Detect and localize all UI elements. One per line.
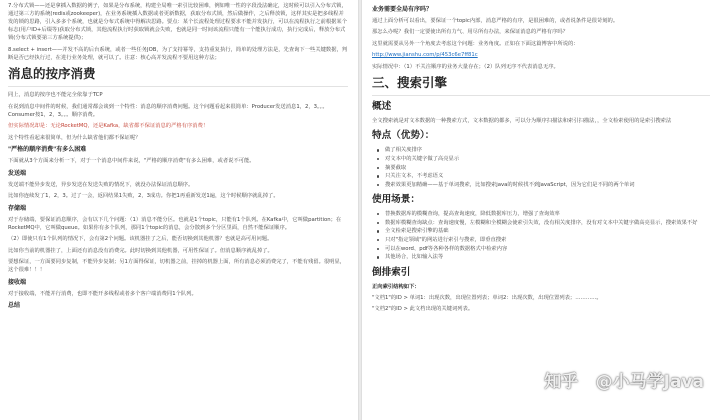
list-item: 对文本中的关键字做了高亮显示 xyxy=(385,155,710,163)
watermark-site: 知乎 xyxy=(544,372,579,392)
paragraph-global-1: 通过上面分析可以看出，要保证一个topic内部，消息严格的有序，是很困难的，或者说条件是很苛刻的。 xyxy=(372,18,619,24)
paragraph-overview: 全文搜索就是对文本数据的一种搜索方式，文本数据的都多，可以分为顺序扫描法和索引扫描法，，全文检索使用的是索引搜索法 xyxy=(372,118,672,125)
paragraph-storage-3: 比如你当前的机器挂了，上面还有消息没有消费完。此时切换到其他机器，可用性保证了。但消息顺序就乱掉了。 xyxy=(8,247,273,254)
paragraph-global-2: 那怎么办呢？我们一定要使出所有力气、用尽所有办法，来保证消息的严格有序吗？ xyxy=(372,29,568,36)
heading-storage: 存储端 xyxy=(8,204,27,212)
list-item: 只关注文本，不考虑语义 xyxy=(385,172,710,180)
paragraph-sender-1: 发送端不能异步发送，异步发送在发送失败的情况下，就没办法保证消息顺序。 xyxy=(8,181,194,188)
watermark-author: @小马学Java xyxy=(595,372,704,392)
heading-divider xyxy=(372,95,710,96)
paragraph-receiver: 对于接收端，不能并行消费，也即不能开多线程或者多个客户端消费同1个队列。 xyxy=(8,290,197,297)
paragraph-sender-2: 比如你连续发了1，2，3。过了一会，返回结果1失败，2，3成功。你把1再重新发送1遍，这个时候顺序就乱掉了。 xyxy=(8,193,279,200)
heading-summary: 总结 xyxy=(8,302,21,310)
heading-receiver: 接收端 xyxy=(8,278,27,286)
list-item: 做了相关度排序 xyxy=(385,146,710,154)
paragraph-global-3: 这里就需要从另外一个角度去考虑这个问题：业务角度。正如在下面这篇博客中所说的： xyxy=(372,40,579,47)
paragraph-forward-index: 正向索引结构如下： xyxy=(372,283,420,290)
list-item: 摘要截取 xyxy=(385,164,710,172)
paragraph-storage-2: （2）即使只有1个队列的情况下，会有第2个问题。该机器挂了之后，能否切换到其他机器？也就是高可用问题。 xyxy=(8,236,273,243)
paragraph-forward-doc1: "文档1"的ID > 单词1：出现次数，出现位置列表；单词2：出现次数，出现位置列表；…………。 xyxy=(372,294,602,301)
paragraph-select-insert: 8.select + insert——并发不高的后台系统，或者一些任务JOB，为了支持幂等，支持重复执行，简单的处理方法是，先查询下一些关键数据，判断是否已经执行过，在进行业务处理，就可以了。注意：核心高并发流程不要用这种方法； xyxy=(8,46,348,61)
features-list xyxy=(372,146,710,189)
blog-link[interactable]: http://www.jianshu.com/p/453c6e7ff81c xyxy=(372,52,478,59)
heading-sender: 发送端 xyxy=(8,169,27,177)
scenarios-list xyxy=(372,210,710,262)
list-item: 替换数据库的模糊查询，提高查询速度，降低数据库压力，增强了查询效率 xyxy=(385,210,710,218)
paragraph-order-3: 但实际情况却是：无论RocketMQ，还是Kafka，缺省都不保证消息的严格有序消费！ xyxy=(8,123,209,130)
list-item: 数据库模糊查询缺点：查询速度慢，左模糊和全模糊会使索引失效，没有相关度排序，没有对文本中关键字做高亮显示，搜索效果不好 xyxy=(385,219,710,227)
paragraph-storage-4: 要想保证，一方面要同步复制，不能异步复制；另1方面得保证，切机器之前，挂掉的机器上面，所有消息必须消费完了，不能有残留。很明显，这个很难！！！ xyxy=(8,259,346,274)
heading-global-order: 业务需要全局有序吗？ xyxy=(372,6,433,13)
watermark-separator xyxy=(584,372,589,392)
paragraph-global-5: 实际情况中：（1）不关注顺序的业务大量存在；（2）队列无序不代表消息无序。 xyxy=(372,63,559,70)
paragraph-order-2: 在说到消息中间件的时候，我们通常都会谈到一个特性：消息的顺序消费问题。这个问题看起来很简单：Producer发送消息1，2，3。。。Consumer按1，2，3。。。顺序消费。 xyxy=(8,103,328,118)
list-item: 全文检索是搜索引擎的基础 xyxy=(385,227,710,235)
heading-search-engine: 三、搜索引擎 xyxy=(372,75,448,91)
left-page xyxy=(0,0,358,420)
paragraph-storage-1: 对于存储端，要保证消息顺序，会有以下几个问题：（1）消息不能分区。也就是1个topic，只能有1个队列。在Kafka中，它叫做partition；在RocketMQ中，它叫做queue。如果你有多个队列，那同1个topic的消息，会分散到多个分区里面，自然不能保证顺序。 xyxy=(8,216,342,231)
heading-inverted-index: 倒排索引 xyxy=(372,266,411,278)
heading-divider xyxy=(8,86,348,87)
paragraph-order-1: 同上，消息的按序也不能完全依靠于TCP xyxy=(8,92,103,99)
heading-message-order: 消息的按序消费 xyxy=(8,66,96,82)
right-page xyxy=(362,0,720,420)
zhihu-watermark xyxy=(544,367,704,392)
list-item: 搜索效果更加精确——基于单词搜索，比如搜索java的时候找不到JavaScript，因为它们是不同的两个单词 xyxy=(385,181,710,189)
list-item: 可以在word、pdf等各种各样的数据格式中检索内容 xyxy=(385,245,710,253)
list-item: 其他场合，比如输入法等 xyxy=(385,253,710,261)
heading-strict-order: "严格的顺序消费"有多么困难 xyxy=(8,146,87,154)
heading-overview: 概述 xyxy=(372,101,392,113)
paragraph-distributed-lock: 7.分布式锁——还是拿插入数据的例子，如果是分布系统，构建全局唯一索引比较困难，例如唯一性的字段没法确定，这时候可以引入分布式锁，通过第三方的系统(redis或zookeeper)，在业务系统插入数据或者更新数据，获取分布式锁，然后做操作，之后释放锁，这样其实是把多线程并发的锁的思路，引入多多个系统，也就是分布式系统中得解决思路。要点：某个长流程处理过程要求不能并发执行，可以在流程执行之前根据某个标志(用户ID+后缀等)获取分布式锁，其他流程执行时获取锁就会失败，也就是同一时间该流程只能有一个能执行成功，执行完成后，释放分布式锁(分布式锁要第三方系统提供)； xyxy=(8,3,348,42)
heading-features: 特点（优势）： xyxy=(372,130,435,142)
paragraph-strict-intro: 下面就从3个方面来分析一下，对于一个消息中间件来说，"严格的顺序消费"有多么困难，或者说不可能。 xyxy=(8,158,255,165)
list-item: 只对"指定领域"的网站进行索引与搜索，即垂直搜索 xyxy=(385,236,710,244)
paragraph-forward-doc2: "文档2"的ID > 此文档出现的关键词列表。 xyxy=(372,306,474,313)
heading-scenarios: 使用场景： xyxy=(372,193,420,205)
paragraph-order-4: 这个特性看起来很简单，但为什么缺省他们都不保证呢？ xyxy=(8,134,141,141)
